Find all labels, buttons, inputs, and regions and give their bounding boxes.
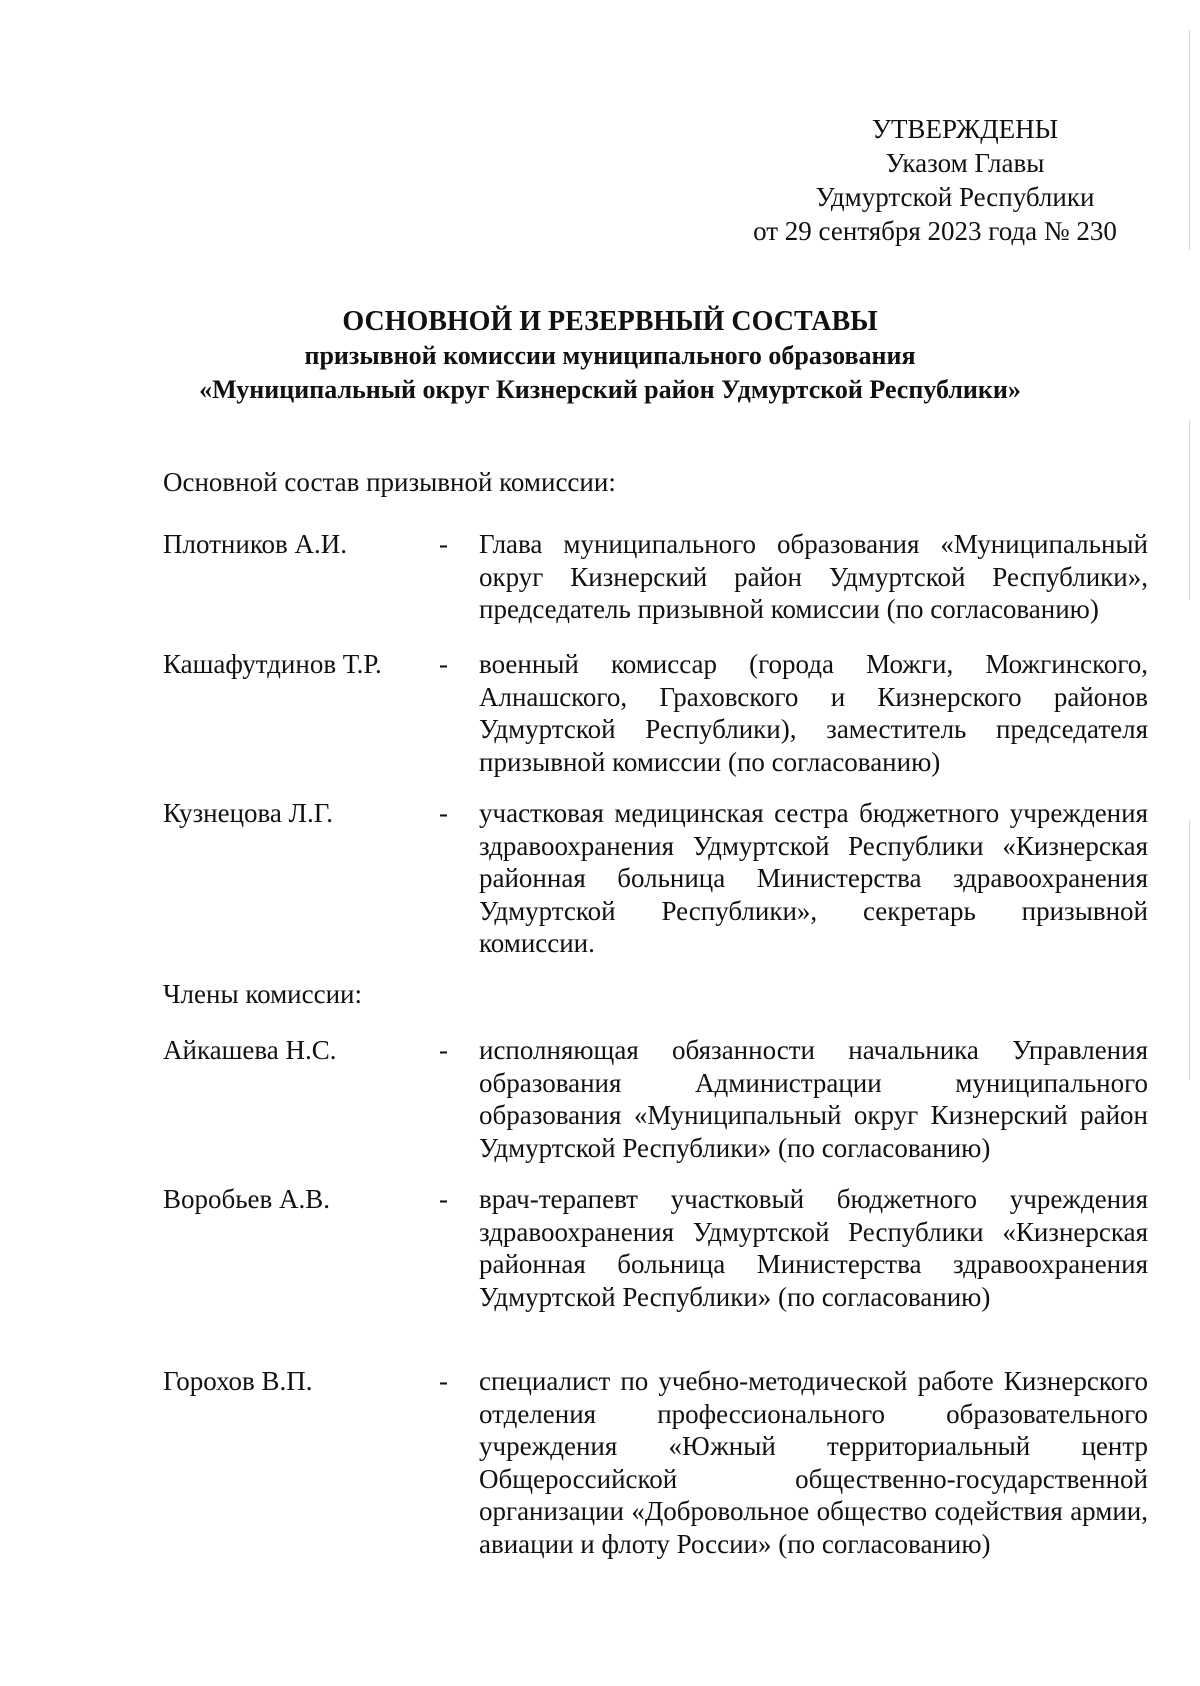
entry-name: Кузнецова Л.Г. [163, 798, 334, 828]
entry-description: врач-терапевт участковый бюджетного учреждения здравоохранения Удмуртской Республики «Кизнерская районная больница Министерства здравоохранения Удмуртской Республики» (по согласованию) [479, 1184, 1148, 1312]
document-title [120, 305, 1100, 407]
entry-description: Глава муниципального образования «Муниципальный округ Кизнерский район Удмуртской Республики», председатель призывной комиссии (по согласованию) [479, 529, 1148, 624]
main-section-label: Основной состав призывной комиссии: [163, 467, 616, 497]
entry-dash: - [439, 1035, 448, 1065]
entry-description: исполняющая обязанности начальника Управления образования Администрации муниципального образования «Муниципальный округ Кизнерский район Удмуртской Республики» (по согласованию) [479, 1035, 1148, 1163]
entry-description: участковая медицинская сестра бюджетного учреждения здравоохранения Удмуртской Республики «Кизнерская районная больница Министерства здравоохранения Удмуртской Республики», секретарь призывной комиссии. [479, 798, 1148, 958]
entry-name: Воробьев А.В. [163, 1184, 331, 1214]
entry-dash: - [439, 529, 448, 559]
entry-name: Горохов В.П. [163, 1366, 313, 1396]
title-subtitle-2: «Муниципальный округ Кизнерский район Удмуртской Республики» [199, 375, 1021, 404]
entry-dash: - [439, 1184, 448, 1214]
entry-description: военный комиссар (города Можги, Можгинского, Алнашского, Граховского и Кизнерского районов Удмуртской Республики), заместитель председателя призывной комиссии (по согласованию) [479, 649, 1148, 777]
title-subtitle-1: призывной комиссии муниципального образования [304, 341, 916, 370]
approval-date-number: от 29 сентября 2023 года № 230 [753, 216, 1117, 246]
approval-stamp [700, 112, 1170, 248]
scan-edge-mark [1189, 30, 1190, 250]
entry-name: Айкашева Н.С. [163, 1035, 337, 1065]
approval-heading: УТВЕРЖДЕНЫ [871, 114, 1059, 144]
scan-edge-mark [1189, 820, 1190, 1080]
entry-dash: - [439, 1366, 448, 1396]
entry-description: специалист по учебно-методической работе Кизнерского отделения профессионального образовательного учреждения «Южный территориальный центр Общероссийской общественно-государственной организации «Добровольное общество содействия армии, авиации и флоту России» (по согласованию) [479, 1366, 1148, 1559]
approval-republic: Удмуртской Республики [815, 182, 1095, 212]
entry-dash: - [439, 649, 448, 679]
members-section-label: Члены комиссии: [163, 979, 362, 1009]
entry-name: Плотников А.И. [163, 529, 348, 559]
entry-dash: - [439, 798, 448, 828]
scan-edge-mark [1189, 420, 1190, 600]
entry-name: Кашафутдинов Т.Р. [163, 649, 382, 679]
title-main: ОСНОВНОЙ И РЕЗЕРВНЫЙ СОСТАВЫ [342, 306, 878, 337]
approval-decree: Указом Главы [885, 148, 1045, 178]
